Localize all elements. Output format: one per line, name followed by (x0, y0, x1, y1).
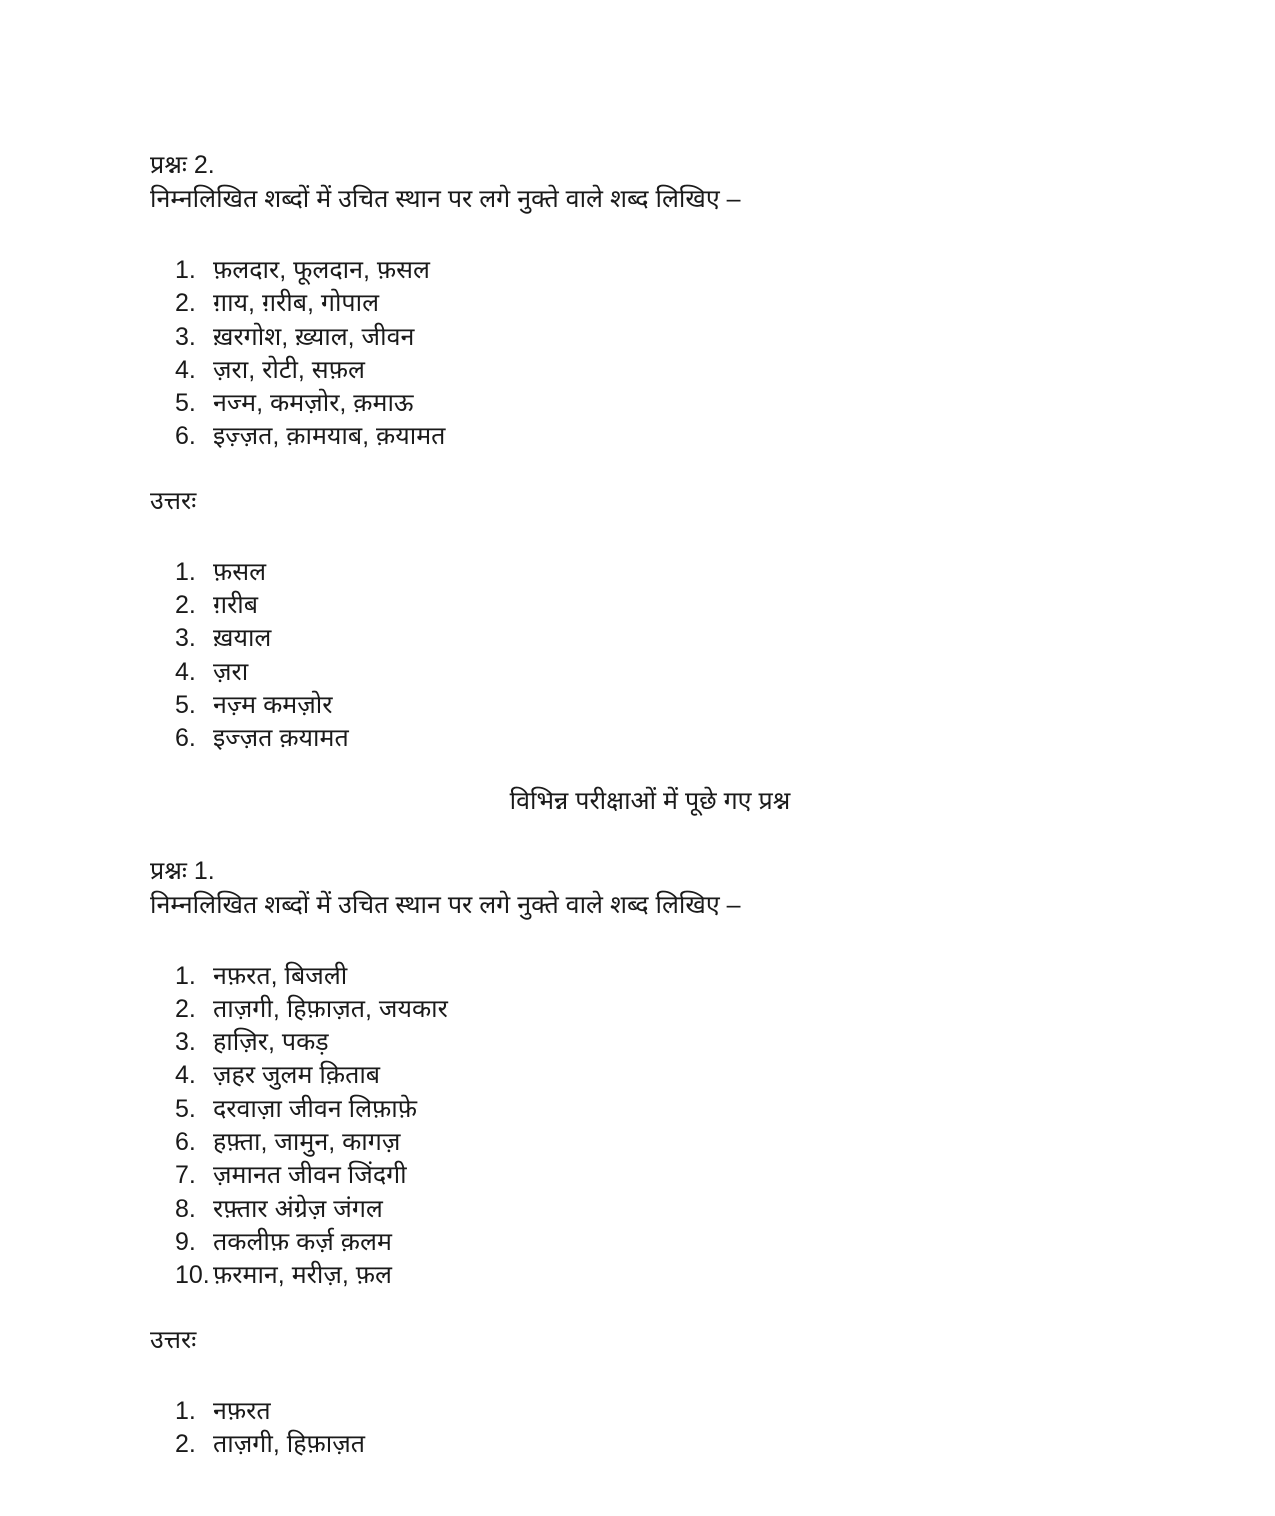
list-item: 6. हफ़्ता, जामुन, कागज़ (175, 1128, 401, 1157)
list-item: 1. नफ़रत, बिजली (175, 961, 348, 990)
list-item: 3. ख़रगोश, ख़्याल, जीवन (175, 322, 415, 351)
answer-label: उत्तरः (150, 486, 197, 515)
list-item: 5. दरवाज़ा जीवन लिफ़ाफ़े (175, 1094, 418, 1123)
list-item: 3. ख़याल (175, 624, 272, 653)
question-options-list (150, 254, 1150, 454)
list-item: 1. फ़सल (175, 557, 267, 586)
question-text: निम्नलिखित शब्दों में उचित स्थान पर लगे नुक्ते वाले शब्द लिखिए – (150, 185, 741, 213)
list-item: 4. ज़हर जुलम क़िताब (175, 1061, 381, 1090)
list-item: 2. ग़ाय, ग़रीब, गोपाल (175, 289, 380, 318)
list-item: 1. नफ़रत (175, 1396, 271, 1425)
question-text: निम्नलिखित शब्दों में उचित स्थान पर लगे नुक्ते वाले शब्द लिखिए – (150, 890, 741, 919)
question-label: प्रश्नः 1. (150, 856, 215, 885)
answer-label: उत्तरः (150, 1325, 197, 1354)
list-item: 3. हाज़िर, पकड़ (175, 1028, 329, 1057)
section-heading: विभिन्न परीक्षाओं में पूछे गए प्रश्न (509, 786, 791, 815)
answer-list (150, 1395, 1150, 1462)
list-item: 6. इज्ज़त क़यामत (175, 724, 349, 753)
question-options-list (150, 960, 1150, 1293)
answer-list (150, 556, 1150, 756)
list-item: 10. फ़रमान, मरीज़, फ़ल (175, 1261, 393, 1290)
list-item: 5. नज्म, कमज़ोर, क़माऊ (175, 389, 414, 418)
document-page (150, 148, 1150, 1461)
list-item: 2. ताज़गी, हिफ़ाज़त (175, 1429, 366, 1458)
list-item: 4. ज़रा (175, 657, 249, 686)
list-item: 1. फ़लदार, फूलदान, फ़सल (175, 256, 430, 284)
list-item: 2. ताज़गी, हिफ़ाज़त, जयकार (175, 994, 448, 1023)
question-label: प्रश्नः 2. (150, 151, 215, 179)
list-item: 9. तकलीफ़ कर्ज़ क़लम (175, 1227, 392, 1256)
list-item: 6. इज़्ज़त, क़ामयाब, क़यामत (175, 422, 446, 451)
list-item: 8. रफ़्तार अंग्रेज़ जंगल (175, 1194, 383, 1223)
list-item: 7. ज़मानत जीवन जिंदगी (175, 1161, 407, 1190)
list-item: 2. ग़रीब (175, 591, 259, 620)
list-item: 5. नज़्म कमज़ोर (175, 690, 333, 719)
list-item: 4. ज़रा, रोटी, सफ़ल (175, 355, 365, 384)
